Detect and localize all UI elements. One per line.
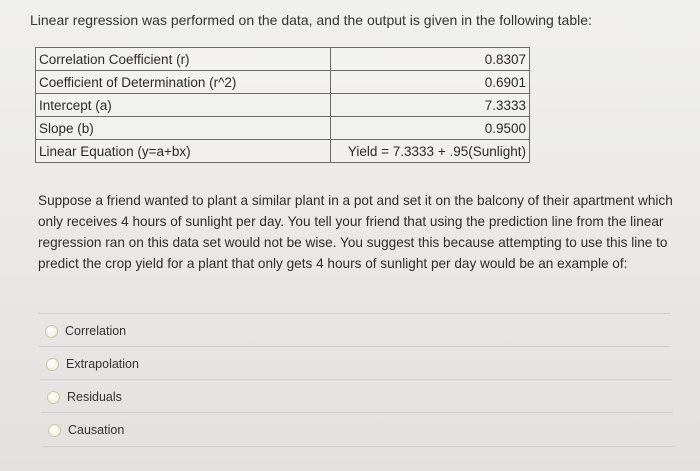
row-label: Slope (b) [36,117,331,140]
radio-button[interactable] [48,424,61,437]
row-value: Yield = 7.3333 + .95(Sunlight) [331,140,530,163]
option-label: Extrapolation [66,357,139,371]
table-row [36,140,530,163]
row-label: Intercept (a) [36,94,331,117]
option-divider [38,313,670,314]
row-label: Linear Equation (y=a+bx) [36,140,331,163]
row-label: Coefficient of Determination (r^2) [36,71,331,94]
table-row [36,71,530,94]
option-label: Causation [68,423,125,437]
question-text: Suppose a friend wanted to plant a similar plant in a pot and set it on the balcony of their apartment which only receives 4 hours of sunlight per day. You tell your friend that using the prediction line from the linear regression ran on this data set would not be wise. You suggest this because attempting to use this line to predict the crop yield for a plant that only gets 4 hours of sunlight per day would be an example of: [38,193,673,271]
row-label: Correlation Coefficient (r) [36,48,331,71]
option-correlation[interactable] [45,324,126,338]
intro-text: Linear regression was performed on the data, and the output is given in the following table: [30,12,592,28]
table-row [36,117,530,140]
option-label: Correlation [65,324,127,338]
option-causation[interactable] [48,423,124,437]
regression-output-table [35,47,530,163]
option-divider [39,346,671,347]
option-divider [42,446,674,447]
option-extrapolation[interactable] [46,357,139,371]
row-value: 0.9500 [331,117,530,140]
option-divider [40,379,672,380]
option-divider [41,412,673,413]
option-residuals[interactable] [47,390,122,404]
radio-button[interactable] [47,391,60,404]
option-label: Residuals [67,390,122,404]
table-row [36,94,530,117]
radio-button[interactable] [45,325,58,338]
row-value: 0.8307 [331,48,530,71]
row-value: 7.3333 [331,94,530,117]
table-row [36,48,530,71]
radio-button[interactable] [46,358,59,371]
row-value: 0.6901 [331,71,530,94]
